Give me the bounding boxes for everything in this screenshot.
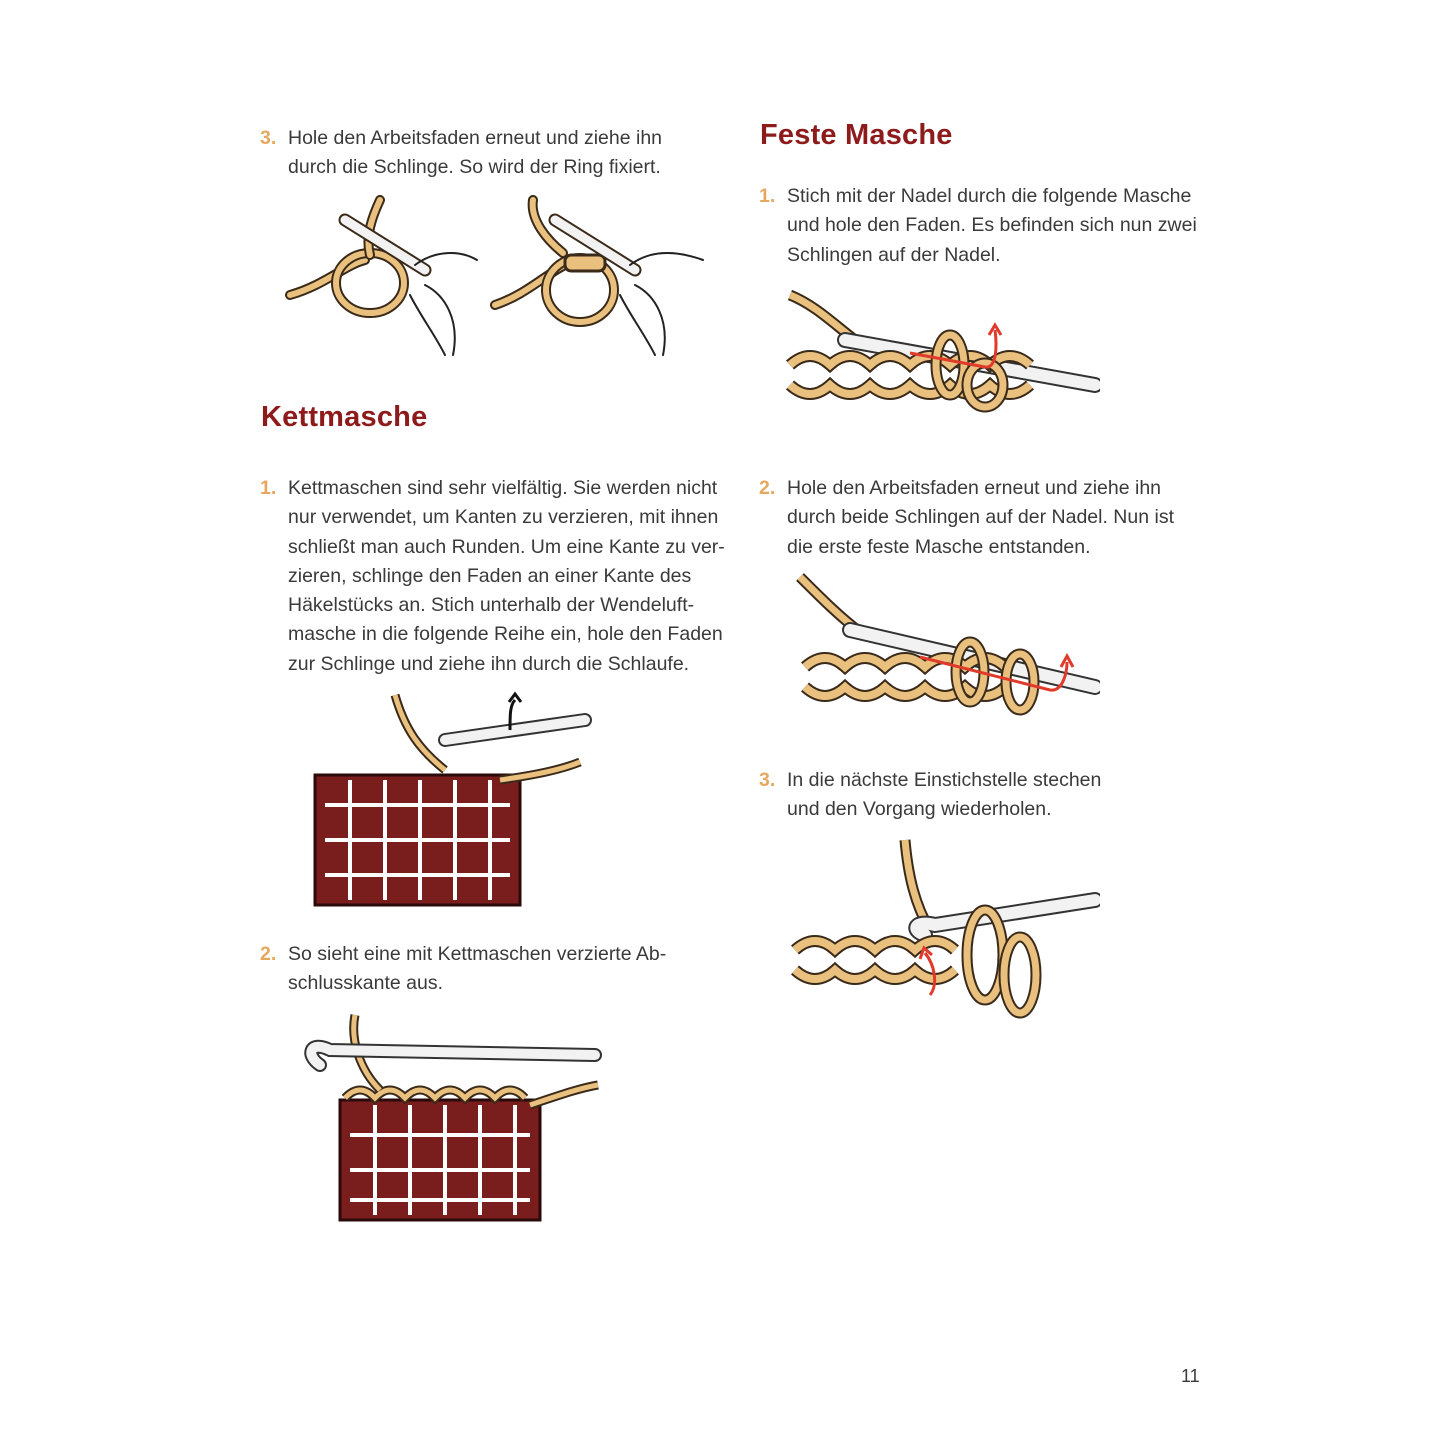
kettmasche-step-2 <box>260 940 730 999</box>
feste-masche-step-2 <box>759 474 1229 562</box>
step-text: Hole den Arbeitsfaden erneut und ziehe ihn durch die Schlinge. So wird der Ring fixiert. <box>288 127 663 179</box>
feste-masche-step2-illustration <box>795 572 1100 732</box>
section-heading-kettmasche: Kettmasche <box>261 401 428 433</box>
step-text: Kettmaschen sind sehr vielfältig. Sie werden nicht nur verwendet, um Kanten zu verzieren, mit ihnen schließt man auch Runden. Um eine Kante zu ver- zieren, schlinge den Faden an einer Kante des Häkelstücks an. Stich unterhalb der Wendeluft- masche in die folgende Reihe ein, hole den Faden zur Schlinge und ziehe ihn durch die Schlaufe. <box>288 477 725 675</box>
ring-step-3 <box>260 124 720 183</box>
section-heading-feste-masche: Feste Masche <box>760 119 953 151</box>
step-text: Stich mit der Nadel durch die folgende Masche und hole den Faden. Es befinden sich nun zwei Schlingen auf der Nadel. <box>787 185 1197 266</box>
step-number: 1. <box>260 477 277 499</box>
step-text: Hole den Arbeitsfaden erneut und ziehe ihn durch beide Schlingen auf der Nadel. Nun ist die erste feste Masche entstanden. <box>787 477 1174 558</box>
feste-masche-step-1 <box>759 182 1229 270</box>
step-text: So sieht eine mit Kettmaschen verzierte Ab- schlusskante aus. <box>288 943 667 995</box>
feste-masche-step-3 <box>759 766 1229 825</box>
step-text: In die nächste Einstichstelle stechen und den Vorgang wiederholen. <box>787 769 1102 821</box>
kettmasche-finished-edge-illustration <box>300 1010 605 1230</box>
step-number: 2. <box>260 943 277 965</box>
feste-masche-step1-illustration <box>785 285 1100 435</box>
kettmasche-edge-illustration <box>305 690 595 915</box>
step-number: 3. <box>759 769 776 791</box>
step-number: 1. <box>759 185 776 207</box>
kettmasche-step-1 <box>260 474 730 679</box>
feste-masche-step3-illustration <box>790 835 1100 1030</box>
page-number: 11 <box>1181 1366 1200 1386</box>
ring-fix-illustration <box>285 195 715 365</box>
step-number: 3. <box>260 127 277 149</box>
step-number: 2. <box>759 477 776 499</box>
